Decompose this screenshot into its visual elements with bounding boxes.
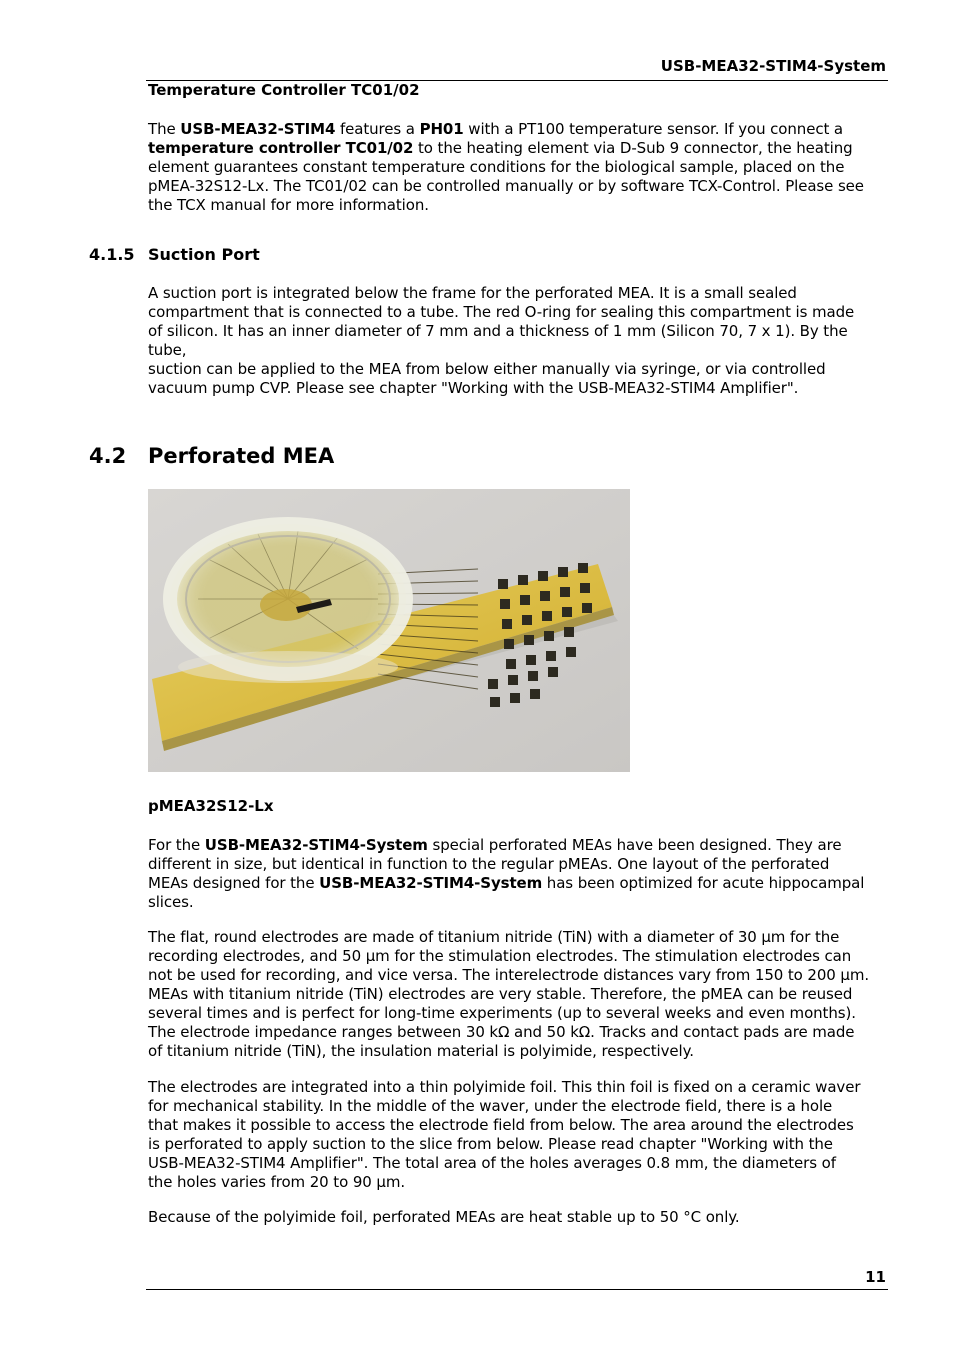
figure-caption: pMEA32S12-Lx bbox=[148, 797, 274, 815]
suction-paragraph: A suction port is integrated below the frame for the perforated MEA. It is a small sealed compartment that is connected to a tube. The red O-ring for sealing this compartment is made of silicon. It has an inner diameter of 7 mm and a thickness of 1 mm (Silicon 70, 7 x 1). By the tube, suction can be applied to the MEA from below either manually via syringe, or via controlled vacuum pump CVP. Please see chapter "Working with the USB-MEA32-STIM4 Amplifier". bbox=[148, 284, 855, 397]
section-title-suction-port: Suction Port bbox=[148, 245, 260, 264]
pmea-photo bbox=[148, 489, 630, 772]
paragraph-electrodes: The flat, round electrodes are made of titanium nitride (TiN) with a diameter of 30 µm for the recording electrodes, and 50 µm for the stimulation electrodes. The stimulation electrodes can not be used for recording, and vice versa. The interelectrode distances vary from 150 to 200 µm. MEAs with titanium nitride (TiN) electrodes are very stable. Therefore, the pMEA can be reused several times and is perfect for long-time experiments (up to several weeks and even months). The electrode impedance ranges between 30 kΩ and 50 kΩ. Tracks and contact pads are made of titanium nitride (TiN), the insulation material is polyimide, respectively. bbox=[148, 928, 870, 1060]
tc-paragraph: The USB-MEA32-STIM4 features a PH01 with a PT100 temperature sensor. If you connect a temperature controller TC01/02 to the heating element via D-Sub 9 connector, the heating element guarantees constant temperature conditions for the biological sample, placed on the pMEA-32S12-Lx. The TC01/02 can be controlled manually or by software TCX-Control. Please see the TCX manual for more information. bbox=[148, 120, 864, 214]
section-number-42: 4.2 bbox=[89, 444, 127, 468]
paragraph-heat-stability: Because of the polyimide foil, perforated MEAs are heat stable up to 50 °C only. bbox=[148, 1208, 740, 1226]
section-number-415: 4.1.5 bbox=[89, 245, 135, 264]
section-title-perforated-mea: Perforated MEA bbox=[148, 444, 335, 468]
tc-heading: Temperature Controller TC01/02 bbox=[148, 81, 420, 99]
running-header: USB-MEA32-STIM4-System bbox=[660, 57, 886, 75]
footer-rule bbox=[146, 1289, 888, 1290]
page-number: 11 bbox=[865, 1268, 886, 1286]
paragraph-foil: The electrodes are integrated into a thin polyimide foil. This thin foil is fixed on a ceramic waver for mechanical stability. In the middle of the waver, under the electrode field, there is a hole that makes it possible to access the electrode field from below. The area around the electrodes is perforated to apply suction to the slice from below. Please read chapter "Working with the USB-MEA32-STIM4 Amplifier". The total area of the holes averages 0.8 mm, the diameters of the holes varies from 20 to 90 µm. bbox=[148, 1078, 861, 1191]
paragraph-intro: For the USB-MEA32-STIM4-System special perforated MEAs have been designed. They are different in size, but identical in function to the regular pMEAs. One layout of the perforated MEAs designed for the USB-MEA32-STIM4-System has been optimized for acute hippocampal slices. bbox=[148, 836, 865, 911]
